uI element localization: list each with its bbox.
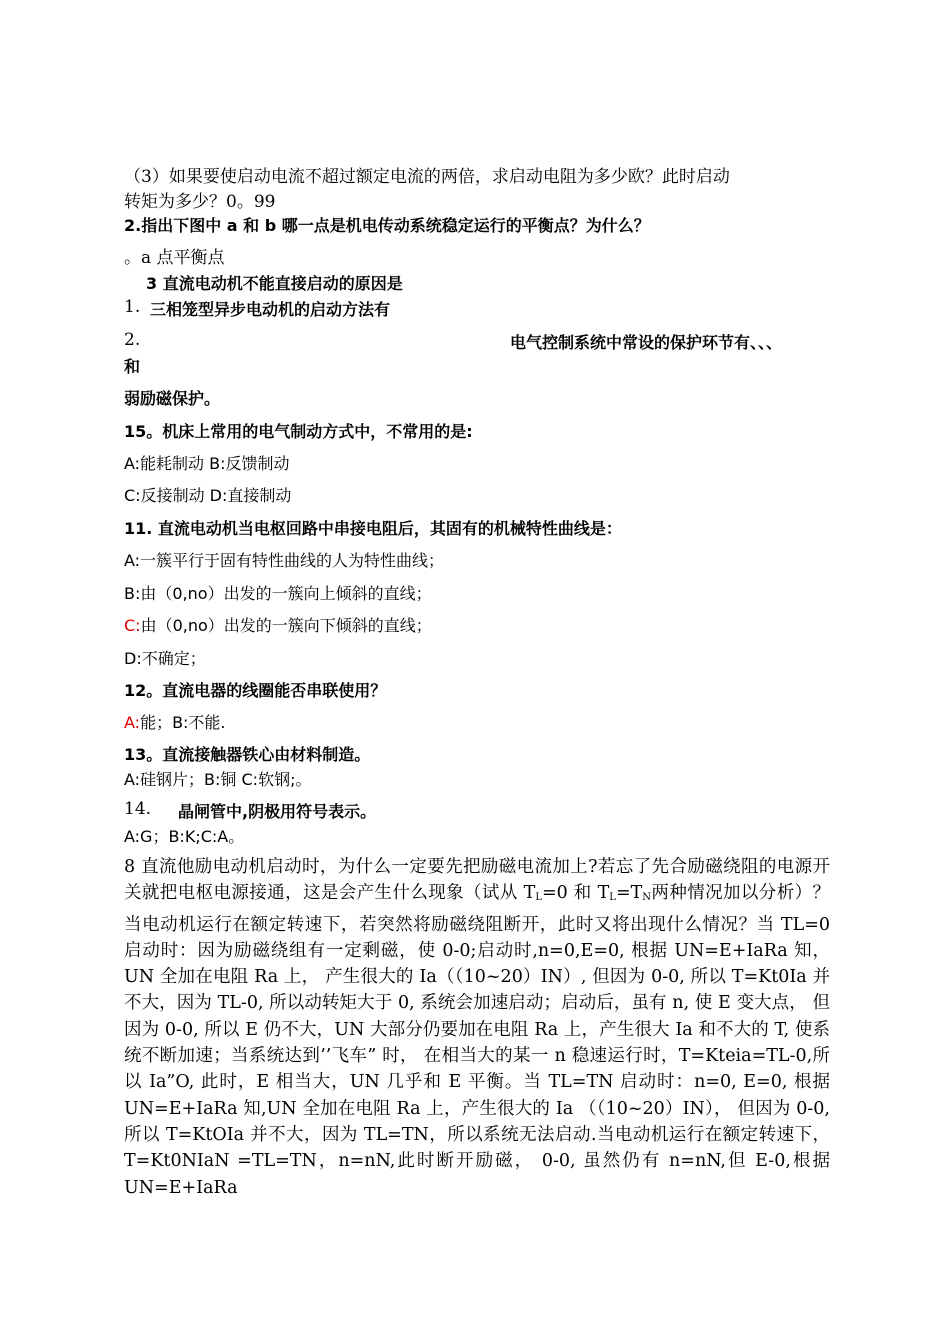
q11-option-d: D:不确定； [124,649,206,668]
q15-title: 15。机床上常用的电气制动方式中，不常用的是: [124,422,473,441]
q8-paragraph [124,854,830,1201]
q12-title: 12。直流电器的线圈能否串联使用？ [124,681,387,700]
q11-option-c [124,613,432,636]
q8-subscript-3: N [642,892,652,904]
q3-line-2: 转矩为多少？0。99 [124,192,276,212]
q2-title: 2.指出下图中 a 和 b 哪一点是机电传动系统稳定运行的平衡点？为什么？ [124,216,650,235]
q2b-and: 和 [124,357,141,376]
q1-number: 1. [124,297,141,317]
q2-answer: 。a 点平衡点 [124,248,225,268]
q15-options-ab: A:能耗制动 B:反馈制动 [124,454,290,473]
q3-line-1: （3）如果要使启动电流不超过额定电流的两倍，求启动电阻为多少欧？此时启动 [124,167,730,187]
q12-options-text: 能；B:不能. [140,713,226,732]
q8-subscript-2: L [609,892,616,904]
q1-title: 三相笼型异步电动机的启动方法有 [150,300,391,319]
q11-option-a: A:一簇平行于固有特性曲线的人为特性曲线； [124,551,445,570]
q12-option-a-letter: A: [124,713,141,732]
q13-title: 13。直流接触器铁心由材料制造。 [124,745,371,764]
q11-option-c-letter: C: [124,616,141,635]
q8-text-4: 两种情况加以分析）？当电动机运行在额定转速下，若突然将励磁绕阻断开，此时又将出现什么情况？当 TL=0 启动时：因为励磁绕组有一定剩磁，使 0-0;启动时,n=0,E=0, 根据 UN=E+IaRa 知，UN 全加在电阻 Ra 上， 产生很大的 Ia（（10~20）IN）, 但因为 0-0, 所以 T=Kt0Ia 并不大，因为 TL-0, 所以动转矩大于 0, 系统会加速启动；启动后，虽有 n, 使 E 变大点， 但因为 0-0, 所以 E 仍不大，UN 大部分仍要加在电阻 Ra 上，产生很大 Ia 和不大的 T, 使系统不断加速；当系统达到’’飞车” 时， 在相当大的某一 n 稳速运行时，T=Kteia=TL-0,所以 Ia”O, 此时，E 相当大，UN 几乎和 E 平衡。当 TL=TN 启动时：n=0, E=0, 根据 UN=E+IaRa 知,UN 全加在电阻 Ra 上，产生很大的 Ia （（10~20）IN）， 但因为 0-0, 所以 T=KtOIa 并不大，因为 TL=TN，所以系统无法启动.当电动机运行在额定转速下，T=Kt0NIaN =TL=TN，n=nN,此时断开励磁， 0-0, 虽然仍有 n=nN,但 E-0,根据 UN=E+IaRa [124,883,830,1198]
q11-title: 11. 直流电动机当电枢回路中串接电阻后，其固有的机械特性曲线是： [124,519,622,538]
q8-text-1: 8 直流他励电动机启动时，为什么一定要先把励磁电流加上?若忘了先合励磁绕阻的电源开关就把电枢电源接通，这是会产生什么现象（试从 T [124,857,830,904]
q8-text-2: =0 和 T [542,883,610,904]
q14-options: A:G；B:K;C:A。 [124,827,245,846]
q2b-end: 弱励磁保护。 [124,389,221,408]
q11-option-b: B:由（0,no）出发的一簇向上倾斜的直线； [124,584,432,603]
q2b-number: 2. [124,330,141,350]
q8-text-3: =T [615,883,643,904]
q12-options [124,710,226,733]
q14-title: 晶闸管中,阴极用符号表示。 [178,802,377,821]
q14-number: 14. [124,799,152,819]
q3-title: 3 直流电动机不能直接启动的原因是 [146,274,403,293]
q13-options: A:硅钢片；B:铜 C:软钢;。 [124,770,312,789]
q11-option-c-text: 由（0,no）出发的一簇向下倾斜的直线； [140,616,432,635]
q15-options-cd: C:反接制动 D:直接制动 [124,486,292,505]
q8-subscript-1: L [535,892,542,904]
q2b-text: 电气控制系统中常设的保护环节有、、、 [510,333,783,352]
